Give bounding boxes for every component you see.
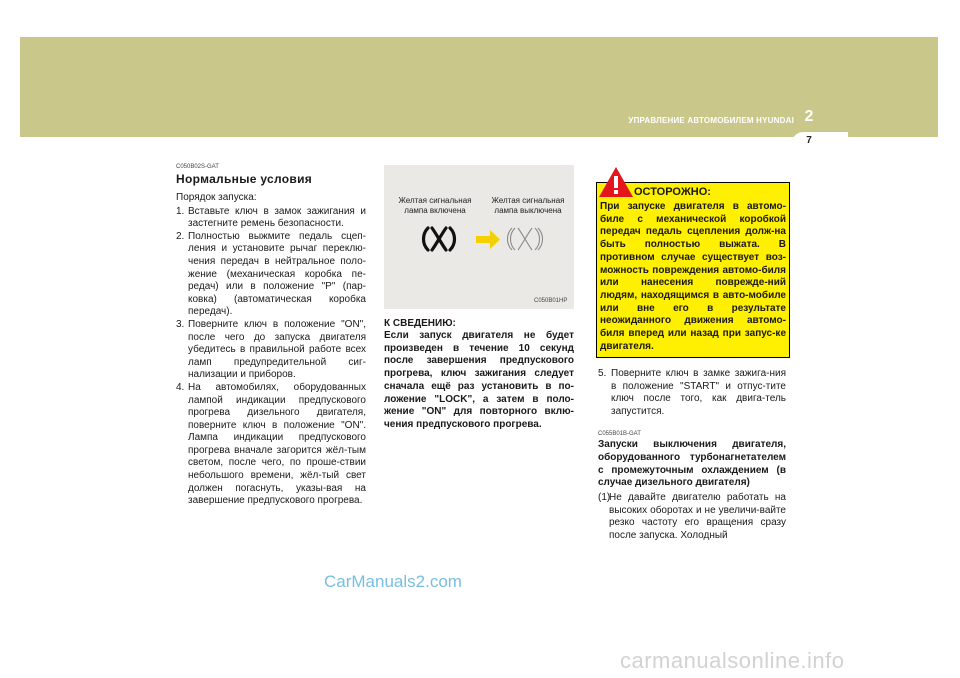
glow-plug-indicator-illustration xyxy=(420,222,562,256)
item-number: 5. xyxy=(598,368,607,379)
item-text: Полностью выжмите педаль сцеп-ления и установите рычаг переклю-чения передач в нейтральное поло-жение (механическая коробка пе-редач) или в положение "P" (пар-ковка) (автоматическая коробка передач). xyxy=(188,230,366,318)
item-text: Поверните ключ в замке зажига-ния в положение "START" и отпус-тите ключ после того, как двига-тель запустится. xyxy=(611,368,786,417)
section-title: УПРАВЛЕНИЕ АВТОМОБИЛЕМ HYUNDAI xyxy=(628,116,794,125)
list-item xyxy=(598,368,786,418)
right-column xyxy=(598,368,786,543)
glow-plug-on-icon xyxy=(424,228,455,250)
normal-conditions-section xyxy=(176,164,366,508)
list-item xyxy=(176,231,366,319)
exclamation-icon xyxy=(598,166,634,198)
list-item xyxy=(176,319,366,382)
item-text: На автомобилях, оборудованных лампой индикации предпускового прогрева дизельного двигателя, поверните ключ в положение "ON". Лампа индикации предпускового прогрева вначале загорится жёл-тым светом, после чего, по проше-ствии небольшого времени, жёл-тый свет должен погаснуть, указы-вая на завершение предпускового прогрева. xyxy=(188,381,366,507)
turbo-section-heading: Запуски выключения двигателя, оборудованного турбонагнетателем с промежуточным охлаждением (в случае дизельного двигателя) xyxy=(598,439,786,489)
note-heading: К СВЕДЕНИЮ: xyxy=(384,318,456,329)
section-code: C055B01B-GAT xyxy=(598,431,641,438)
list-item xyxy=(598,492,786,542)
section-code: C050B02S-GAT xyxy=(176,164,219,170)
carmanuals-brand-link[interactable]: CarManuals2.com xyxy=(324,572,462,591)
item-text: Вставьте ключ в замок зажигания и застегните ремень безопасности. xyxy=(188,205,366,230)
note-body: Если запуск двигателя не будет произведен в течение 10 секунд после завершения предпускового прогрева, ключ зажигания следует сначала ещё раз установить в по-ложение "LOCK", а затем в поло-жение "ON" для повторного вклю-чения предпускового прогрева. xyxy=(384,330,574,430)
chapter-number: 2 xyxy=(804,108,814,125)
warning-body: При запуске двигателя в автомо-биле с механической коробкой передач педаль сцепления долж-на быть полностью выжата. В противном случае существует воз-можность повреждения автомо-биля или нанесения поврежде-ний людям, находящимся в авто-мобиле или вне его в результате неожиданного движения автомо-биля вперед или назад при запус-ке двигателя. xyxy=(600,201,786,352)
warning-title: ОСТОРОЖНО: xyxy=(634,186,711,198)
lamp-on-label: Желтая сигнальная лампа включена xyxy=(398,196,472,215)
item-number: 4. xyxy=(176,381,185,393)
item-number: 1. xyxy=(176,205,185,217)
arrow-right-icon xyxy=(476,230,500,249)
lamp-off-label: Желтая сигнальная лампа выключена xyxy=(491,196,565,215)
item-number: (1) xyxy=(598,492,611,504)
glow-plug-off-icon xyxy=(508,228,543,250)
note-section xyxy=(384,318,574,432)
page-number: 7 xyxy=(806,135,812,146)
figure-code: C050B01HP xyxy=(534,298,568,304)
intro-text: Порядок запуска: xyxy=(176,192,257,203)
start-steps-list xyxy=(176,206,366,508)
list-item xyxy=(176,206,366,231)
section-heading: Нормальные условия xyxy=(176,172,313,186)
item-number: 2. xyxy=(176,230,185,242)
item-text: Поверните ключ в положение "ON", после чего до запуска двигателя убедитесь в правильной работе всех ламп предупредительной сиг-нализации и приборов. xyxy=(188,318,366,381)
item-number: 3. xyxy=(176,318,185,330)
site-watermark: carmanualsonline.info xyxy=(620,648,845,673)
list-item xyxy=(176,382,366,508)
item-text: Не давайте двигателю работать на высоких оборотах и не увеличи-вайте резко частоту его вращения сразу после запуска. Холодный xyxy=(609,492,786,541)
